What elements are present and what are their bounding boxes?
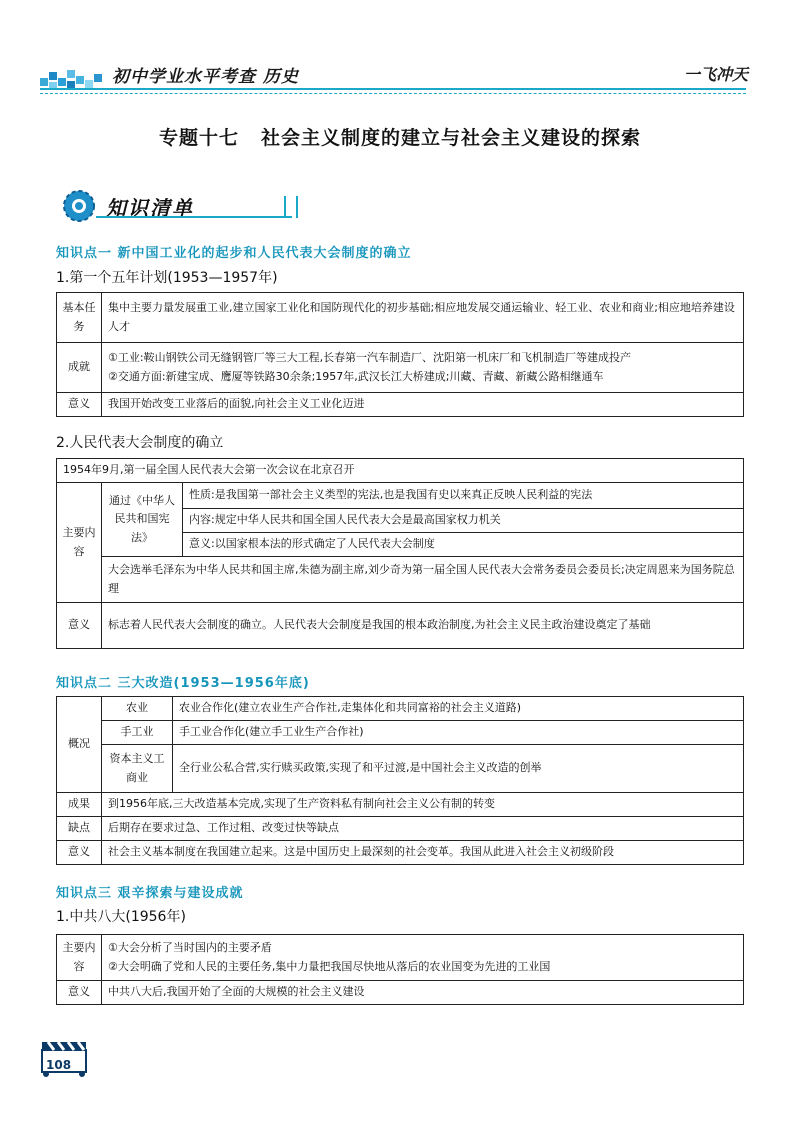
row-text: 集中主要力量发展重工业,建立国家工业化和国防现代化的初步基础;相应地发展交通运输业、轻工业、农业和商业;相应地培养建设人才 bbox=[102, 293, 744, 343]
constitution-content: 内容:规定中华人民共和国全国人民代表大会是最高国家权力机关 bbox=[183, 509, 744, 533]
row-label: 农业 bbox=[102, 697, 173, 721]
section-banner-label: 知识清单 bbox=[106, 196, 194, 220]
kp3-sub1: 1.中共八大(1956年) bbox=[56, 909, 186, 925]
kp3-heading: 知识点三 艰辛探索与建设成就 bbox=[56, 886, 244, 901]
meaning-label: 意义 bbox=[57, 603, 102, 649]
table-row bbox=[57, 745, 744, 793]
table-row bbox=[57, 343, 744, 393]
main-content-label: 主要内容 bbox=[57, 935, 102, 981]
page-number: 108 bbox=[46, 1058, 72, 1072]
table-row bbox=[57, 557, 744, 603]
constitution-label: 通过《中华人民共和国宪法》 bbox=[102, 483, 183, 557]
row-text: ①工业:鞍山钢铁公司无缝钢管厂等三大工程,长春第一汽车制造厂、沈阳第一机床厂和飞机制造厂等建成投产 ②交通方面:新建宝成、鹰厦等铁路30余条;1957年,武汉长江大桥建成;川藏、青藏、新藏公路相继通车 bbox=[102, 343, 744, 393]
constitution-nature: 性质:是我国第一部社会主义类型的宪法,也是我国有史以来真正反映人民利益的宪法 bbox=[183, 483, 744, 509]
election-text: 大会选举毛泽东为中华人民共和国主席,朱德为副主席,刘少奇为第一届全国人民代表大会常务委员会委员长;决定周恩来为国务院总理 bbox=[102, 557, 744, 603]
table-row bbox=[57, 393, 744, 417]
eighth-congress-table bbox=[56, 934, 744, 1005]
table-row bbox=[57, 793, 744, 817]
header-rule-dashed bbox=[40, 93, 746, 94]
section-banner bbox=[56, 186, 296, 226]
meaning-text: 中共八大后,我国开始了全面的大规模的社会主义建设 bbox=[102, 981, 744, 1005]
table-row bbox=[57, 483, 744, 509]
main-content-text: ①大会分析了当时国内的主要矛盾 ②大会明确了党和人民的主要任务,集中力量把我国尽快地从落后的农业国变为先进的工业国 bbox=[102, 935, 744, 981]
row-label: 手工业 bbox=[102, 721, 173, 745]
five-year-plan-table bbox=[56, 292, 744, 417]
row-label: 基本任务 bbox=[57, 293, 102, 343]
npc-top: 1954年9月,第一届全国人民代表大会第一次会议在北京召开 bbox=[57, 459, 744, 483]
table-row bbox=[57, 841, 744, 865]
page-number-badge bbox=[38, 1036, 94, 1078]
kp1-sub1: 1.第一个五年计划(1953—1957年) bbox=[56, 270, 278, 286]
gear-badge-icon bbox=[60, 188, 98, 224]
result-text: 到1956年底,三大改造基本完成,实现了生产资料私有制向社会主义公有制的转变 bbox=[102, 793, 744, 817]
row-label: 成就 bbox=[57, 343, 102, 393]
table-row bbox=[57, 981, 744, 1005]
three-reforms-table bbox=[56, 696, 744, 865]
row-text: 农业合作化(建立农业生产合作社,走集体化和共同富裕的社会主义道路) bbox=[173, 697, 744, 721]
row-label: 资本主义工商业 bbox=[102, 745, 173, 793]
npc-table bbox=[56, 458, 744, 649]
table-row bbox=[57, 817, 744, 841]
meaning-label: 意义 bbox=[57, 981, 102, 1005]
meaning-label: 意义 bbox=[57, 841, 102, 865]
row-label: 意义 bbox=[57, 393, 102, 417]
banner-underline bbox=[96, 216, 292, 218]
flaw-text: 后期存在要求过急、工作过粗、改变过快等缺点 bbox=[102, 817, 744, 841]
result-label: 成果 bbox=[57, 793, 102, 817]
row-text: 我国开始改变工业落后的面貌,向社会主义工业化迈进 bbox=[102, 393, 744, 417]
meaning-text: 社会主义基本制度在我国建立起来。这是中国历史上最深刻的社会变革。我国从此进入社会主义初级阶段 bbox=[102, 841, 744, 865]
main-content-label: 主要内容 bbox=[57, 483, 102, 603]
table-row bbox=[57, 459, 744, 483]
constitution-meaning: 意义:以国家根本法的形式确定了人民代表大会制度 bbox=[183, 533, 744, 557]
row-text: 手工业合作化(建立手工业生产合作社) bbox=[173, 721, 744, 745]
table-row bbox=[57, 935, 744, 981]
row-text: 全行业公私合营,实行赎买政策,实现了和平过渡,是中国社会主义改造的创举 bbox=[173, 745, 744, 793]
meaning-text: 标志着人民代表大会制度的确立。人民代表大会制度是我国的根本政治制度,为社会主义民主政治建设奠定了基础 bbox=[102, 603, 744, 649]
table-row bbox=[57, 721, 744, 745]
table-row bbox=[57, 293, 744, 343]
book-title: 初中学业水平考查 历史 bbox=[112, 67, 299, 87]
kp1-heading: 知识点一 新中国工业化的起步和人民代表大会制度的确立 bbox=[56, 246, 412, 261]
table-row bbox=[57, 697, 744, 721]
banner-end-mark bbox=[284, 196, 298, 218]
brand-logo: 一飞冲天 bbox=[683, 65, 748, 84]
kp1-sub2: 2.人民代表大会制度的确立 bbox=[56, 435, 224, 451]
table-row bbox=[57, 603, 744, 649]
flaw-label: 缺点 bbox=[57, 817, 102, 841]
header-rule bbox=[40, 88, 746, 90]
overview-label: 概况 bbox=[57, 697, 102, 793]
kp2-heading: 知识点二 三大改造(1953—1956年底) bbox=[56, 676, 310, 691]
page-title: 专题十七 社会主义制度的建立与社会主义建设的探索 bbox=[158, 127, 642, 149]
